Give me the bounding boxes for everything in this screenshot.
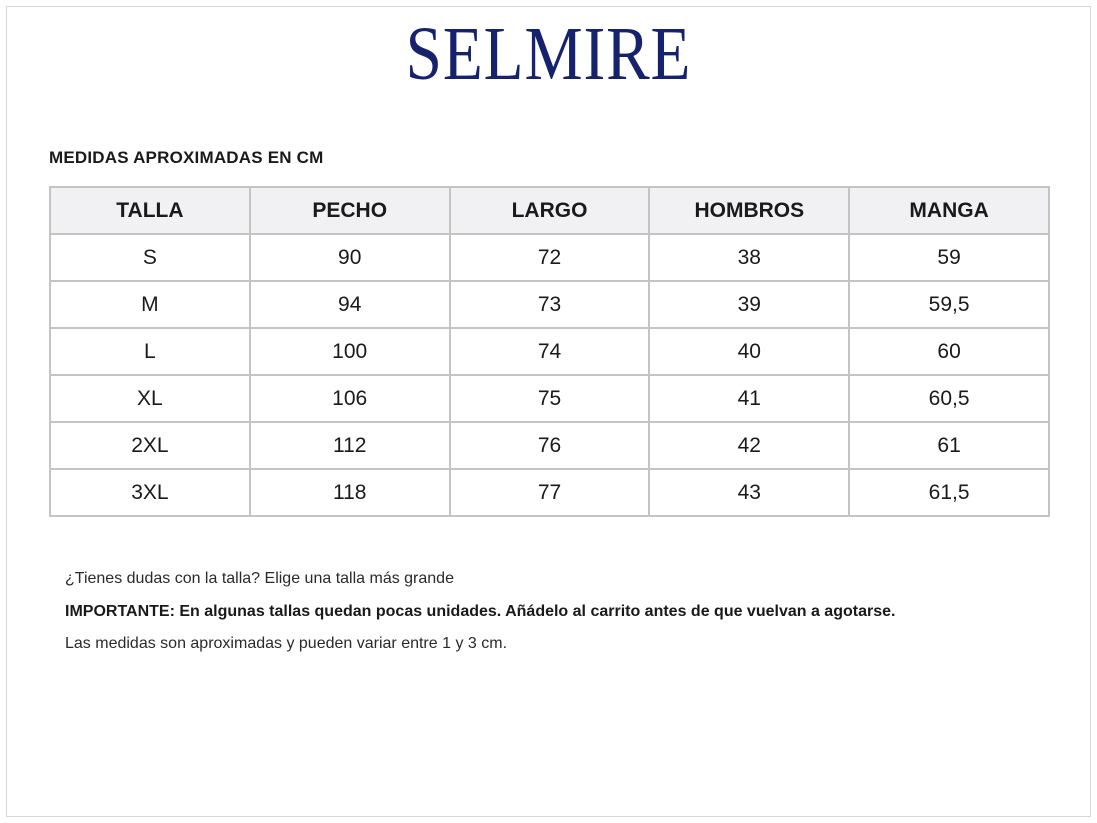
cell-manga: 60 <box>849 328 1049 375</box>
size-chart-table <box>49 186 1050 517</box>
table-row <box>50 281 1049 328</box>
cell-talla: L <box>50 328 250 375</box>
column-header-largo: LARGO <box>450 187 650 234</box>
cell-largo: 77 <box>450 469 650 516</box>
cell-pecho: 112 <box>250 422 450 469</box>
cell-talla: M <box>50 281 250 328</box>
cell-pecho: 94 <box>250 281 450 328</box>
cell-hombros: 40 <box>649 328 849 375</box>
cell-pecho: 100 <box>250 328 450 375</box>
notes-block <box>65 568 895 666</box>
cell-hombros: 43 <box>649 469 849 516</box>
cell-hombros: 39 <box>649 281 849 328</box>
cell-pecho: 106 <box>250 375 450 422</box>
cell-talla: 3XL <box>50 469 250 516</box>
table-row <box>50 469 1049 516</box>
table-row <box>50 234 1049 281</box>
brand-logo: SELMIRE <box>405 12 692 96</box>
important-label: IMPORTANTE: <box>65 602 175 620</box>
column-header-hombros: HOMBROS <box>649 187 849 234</box>
cell-largo: 73 <box>450 281 650 328</box>
cell-hombros: 41 <box>649 375 849 422</box>
cell-largo: 76 <box>450 422 650 469</box>
cell-largo: 72 <box>450 234 650 281</box>
cell-manga: 61,5 <box>849 469 1049 516</box>
cell-manga: 59 <box>849 234 1049 281</box>
cell-pecho: 90 <box>250 234 450 281</box>
cell-manga: 61 <box>849 422 1049 469</box>
table-row <box>50 328 1049 375</box>
cell-largo: 74 <box>450 328 650 375</box>
column-header-manga: MANGA <box>849 187 1049 234</box>
cell-manga: 59,5 <box>849 281 1049 328</box>
table-row <box>50 375 1049 422</box>
cell-manga: 60,5 <box>849 375 1049 422</box>
column-header-pecho: PECHO <box>250 187 450 234</box>
cell-talla: S <box>50 234 250 281</box>
cell-hombros: 38 <box>649 234 849 281</box>
size-advice-note: ¿Tienes dudas con la talla? Elige una talla más grande <box>65 570 454 587</box>
cell-largo: 75 <box>450 375 650 422</box>
cell-pecho: 118 <box>250 469 450 516</box>
table-row <box>50 422 1049 469</box>
page-subtitle: MEDIDAS APROXIMADAS EN CM <box>49 148 324 167</box>
column-header-talla: TALLA <box>50 187 250 234</box>
important-note <box>65 601 895 634</box>
measurement-disclaimer: Las medidas son aproximadas y pueden variar entre 1 y 3 cm. <box>65 635 508 652</box>
table-header-row <box>50 187 1049 234</box>
cell-hombros: 42 <box>649 422 849 469</box>
cell-talla: XL <box>50 375 250 422</box>
important-text: En algunas tallas quedan pocas unidades. Añádelo al carrito antes de que vuelvan a agotarse. <box>179 602 896 620</box>
cell-talla: 2XL <box>50 422 250 469</box>
